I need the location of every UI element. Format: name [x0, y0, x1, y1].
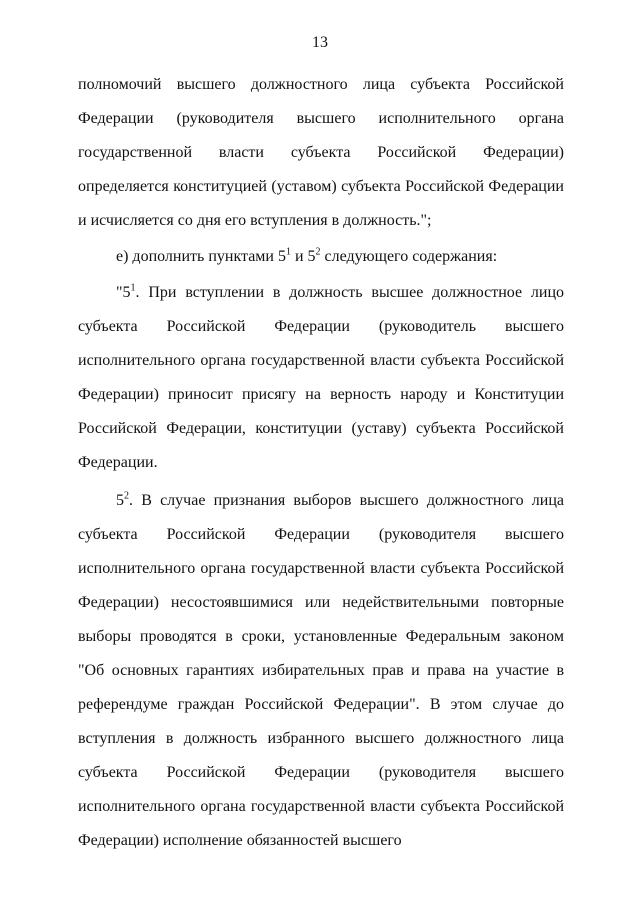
superscript: 1 — [130, 282, 136, 294]
paragraph-text: . В случае признания выборов высшего должностного лица субъекта Российской Федерации (руководителя высшего исполнительного органа государственной власти субъекта Российской Федерации) несостоявшимися или недействительными повторные выборы проводятся в сроки, установленные Федеральным законом "Об основных гарантиях избирательных прав и права на участие в референдуме граждан Российской Федерации". В этом случае до вступления в должность избранного высшего должностного лица субъекта Российской Федерации (руководителя высшего исполнительного органа государственной власти субъекта Российской Федерации) исполнение обязанностей высшего — [78, 492, 564, 849]
paragraph-continuation: полномочий высшего должностного лица субъекта Российской Федерации (руководителя высшего исполнительного органа государственной власти субъекта Российской Федерации) определяется конституцией (уставом) субъекта Российской Федерации и исчисляется со дня его вступления в должность."; — [78, 76, 564, 229]
paragraph-text: е) дополнить пунктами 5 — [116, 248, 286, 265]
superscript: 2 — [124, 490, 129, 502]
paragraph-text: и 5 — [290, 248, 316, 265]
paragraph-item-e — [78, 240, 564, 274]
paragraph-prefix: "5 — [116, 284, 131, 301]
superscript: 1 — [285, 246, 291, 258]
paragraph-point-5-1 — [78, 276, 564, 480]
paragraph-text: следующего содержания: — [320, 248, 498, 265]
paragraph-text: . При вступлении в должность высшее должностное лицо субъекта Российской Федерации (руководитель высшего исполнительного органа государственной власти субъекта Российской Федерации) приносит присягу на верность народу и Конституции Российской Федерации, конституции (уставу) субъекта Российской Федерации. — [78, 284, 564, 471]
page-number: 13 — [312, 34, 328, 51]
document-body — [78, 68, 564, 858]
paragraph-point-5-2 — [78, 484, 564, 858]
superscript: 2 — [315, 246, 321, 258]
paragraph-prefix: 5 — [116, 492, 124, 509]
